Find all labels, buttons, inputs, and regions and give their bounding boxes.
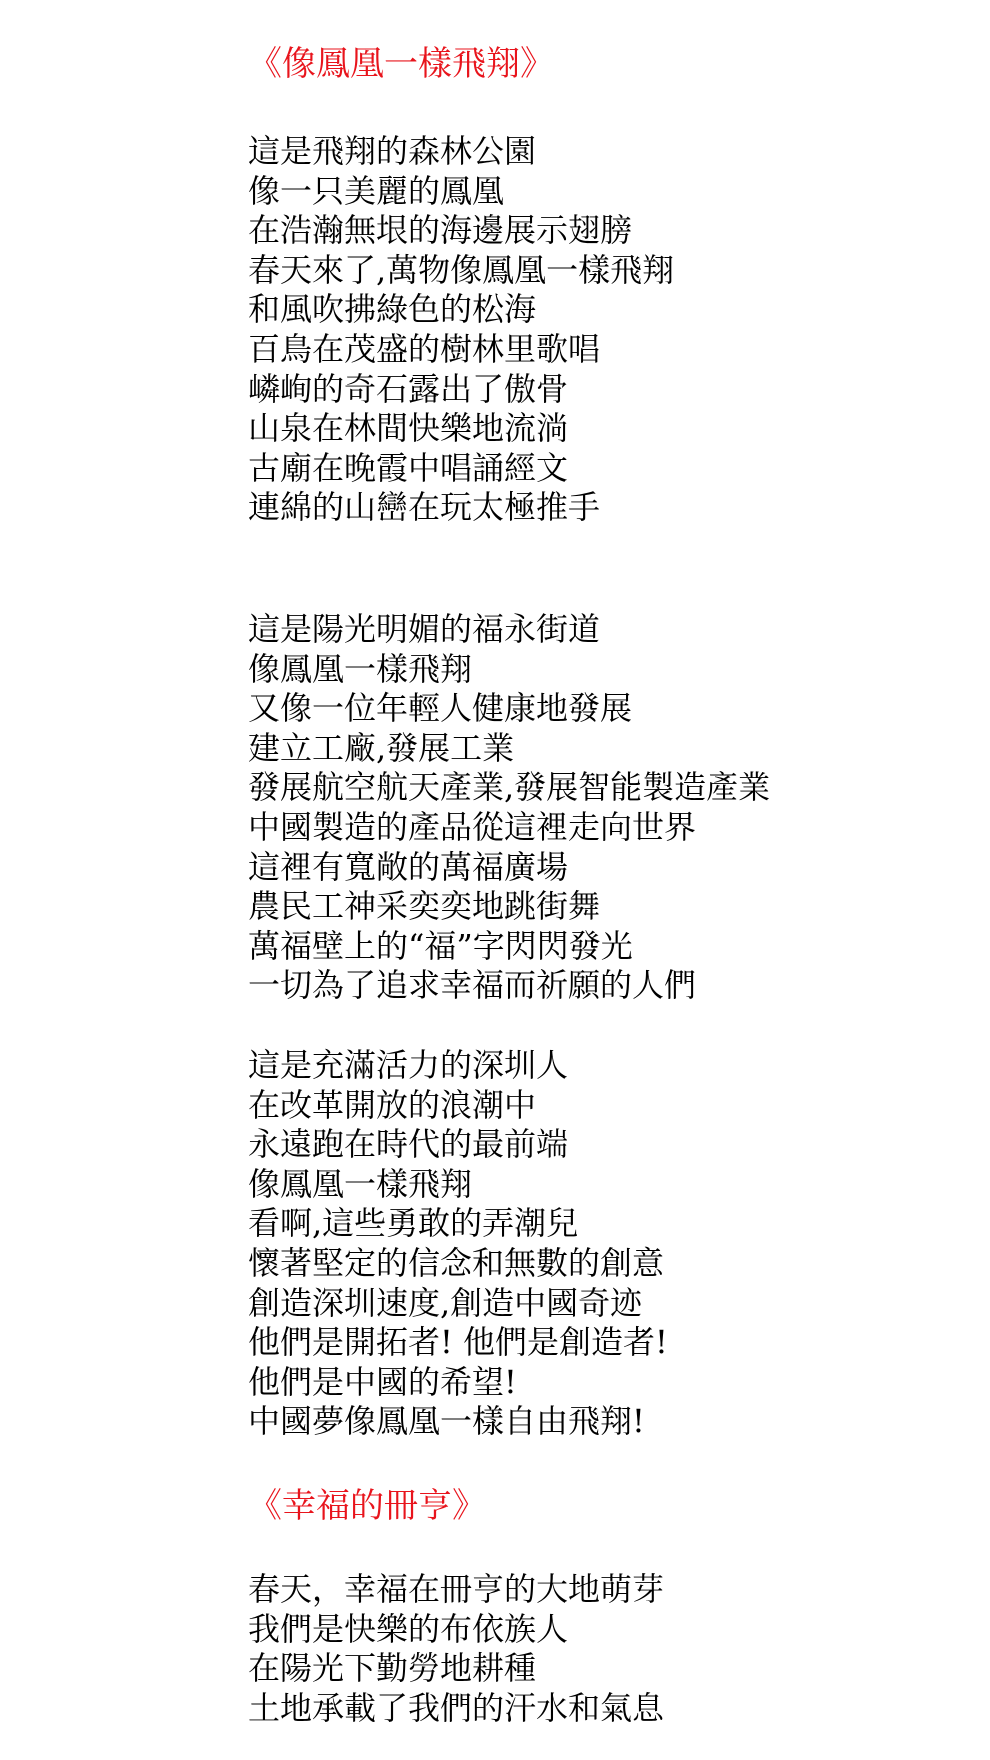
poem-line: 像一只美麗的鳳凰 [248,171,505,210]
poem-line: 這是充滿活力的深圳人 [248,1046,569,1084]
poem-line: 這是陽光明媚的福永街道 [248,610,601,648]
poem-line: 這是飛翔的森林公園 [248,132,537,170]
stanza-forest-park [248,132,674,528]
stanza-ceheng-spring [248,1570,664,1728]
poem-line: 連綿的山巒在玩太極推手 [248,488,601,527]
poem-line: 這裡有寬敞的萬福廣場 [248,847,569,886]
poem-title-ceheng: 《幸福的冊亨》 [248,1486,486,1526]
poem-line: 萬福壁上的“福”字閃閃發光 [248,926,633,965]
poem-line: 他們是開拓者! 他們是創造者! [248,1323,668,1362]
poem-line: 像鳳凰一樣飛翔 [248,649,473,688]
poem-line: 發展航空航天產業,發展智能製造產業 [248,768,771,807]
stanza-shenzhen-people [248,1046,668,1442]
poem-line: 和風吹拂綠色的松海 [248,290,537,329]
poem-line: 又像一位年輕人健康地發展 [248,689,633,728]
poem-line: 在陽光下勤勞地耕種 [248,1649,537,1688]
poem-title-phoenix: 《像鳳凰一樣飛翔》 [248,44,554,84]
poem-line: 在浩瀚無垠的海邊展示翅膀 [248,211,633,250]
poem-line: 我們是快樂的布依族人 [248,1609,569,1648]
poem-line: 永遠跑在時代的最前端 [248,1125,569,1164]
poem-line: 山泉在林間快樂地流淌 [248,409,569,448]
poem-line: 懷著堅定的信念和無數的創意 [248,1243,665,1282]
poem-line: 像鳳凰一樣飛翔 [248,1164,473,1203]
poem-line: 中國製造的產品從這裡走向世界 [248,807,697,846]
poem-line: 在改革開放的浪潮中 [248,1085,537,1124]
poem-line: 他們是中國的希望! [248,1362,517,1401]
poem-line: 一切為了追求幸福而祈願的人們 [248,966,697,1005]
poem-line: 古廟在晚霞中唱誦經文 [248,448,569,487]
poem-line: 看啊,這些勇敢的弄潮兒 [248,1204,579,1243]
poem-line: 春天來了,萬物像鳳凰一樣飛翔 [248,250,675,289]
poem-line: 創造深圳速度,創造中國奇迹 [248,1283,643,1322]
poem-line: 春天，幸福在冊亨的大地萌芽 [248,1570,665,1608]
poem-line: 建立工廠,發展工業 [248,728,515,767]
stanza-fuyong-street [248,610,770,1006]
poem-line: 百鳥在茂盛的樹林里歌唱 [248,329,601,368]
poem-line: 農民工神采奕奕地跳街舞 [248,887,601,926]
poem-line: 土地承載了我們的汗水和氣息 [248,1688,665,1727]
poem-line: 嶙峋的奇石露出了傲骨 [248,369,569,408]
poem-line: 中國夢像鳳凰一樣自由飛翔! [248,1402,645,1441]
